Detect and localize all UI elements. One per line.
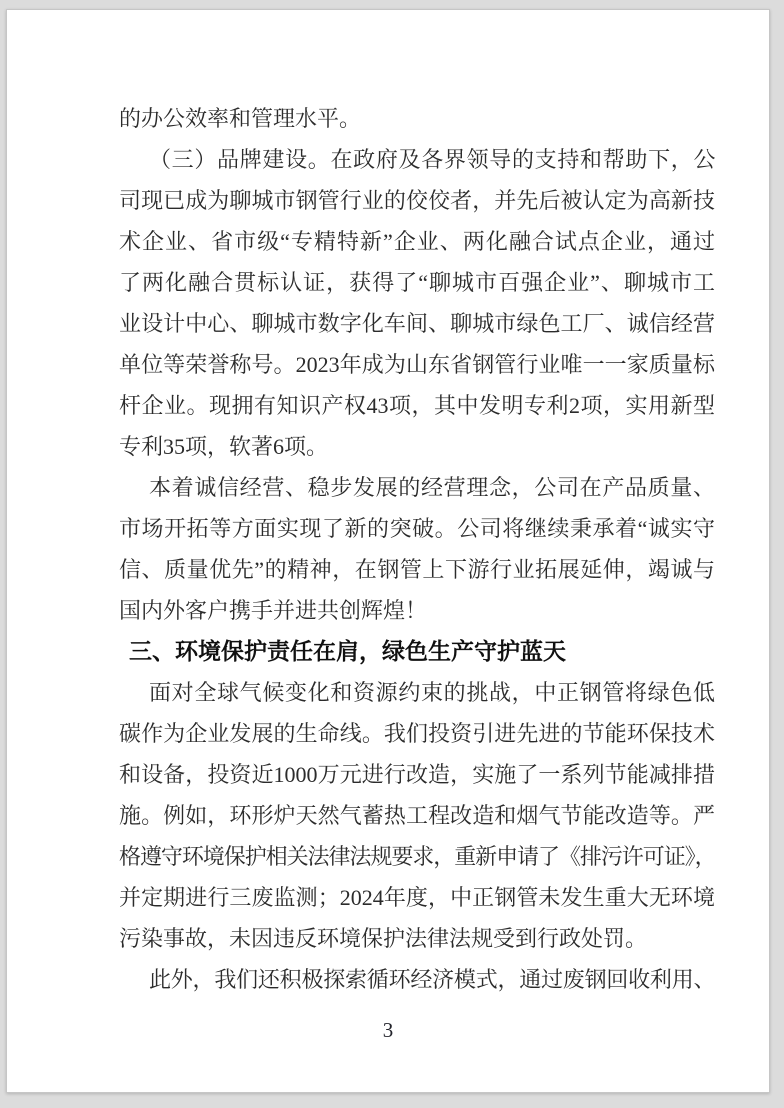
text-line: 格遵守环境保护相关法律法规要求，重新申请了《排污许可证》， <box>119 844 715 869</box>
section-heading: 三、环境保护责任在肩，绿色生产守护蓝天 <box>129 638 566 664</box>
text-line: 了两化融合贯标认证，获得了“聊城市百强企业”、聊城市工 <box>119 270 715 295</box>
text-line: 此外，我们还积极探索循环经济模式，通过废钢回收利用、 <box>149 967 715 992</box>
text-line: 国内外客户携手并进共创辉煌！ <box>119 598 428 623</box>
text-line: 专利35项，软著6项。 <box>119 434 329 459</box>
text-line: 碳作为企业发展的生命线。我们投资引进先进的节能环保技术 <box>119 721 715 746</box>
text-line: 杆企业。现拥有知识产权43项，其中发明专利2项，实用新型 <box>119 393 715 418</box>
text-line: 的办公效率和管理水平。 <box>119 106 362 131</box>
text-line: 污染事故，未因违反环境保护法律法规受到行政处罚。 <box>119 926 648 951</box>
text-line: 并定期进行三废监测；2024年度，中正钢管未发生重大无环境 <box>119 885 715 910</box>
text-line: 施。例如，环形炉天然气蓄热工程改造和烟气节能改造等。严 <box>119 803 715 828</box>
text-line: 单位等荣誉称号。2023年成为山东省钢管行业唯一一家质量标 <box>119 352 715 377</box>
text-line: （三）品牌建设。在政府及各界领导的支持和帮助下，公 <box>149 147 715 172</box>
text-line: 本着诚信经营、稳步发展的经营理念，公司在产品质量、 <box>149 475 715 500</box>
text-line: 术企业、省市级“专精特新”企业、两化融合试点企业，通过 <box>119 229 715 254</box>
text-line: 业设计中心、聊城市数字化车间、聊城市绿色工厂、诚信经营 <box>119 311 715 336</box>
text-line: 市场开拓等方面实现了新的突破。公司将继续秉承着“诚实守 <box>119 516 715 541</box>
text-line: 司现已成为聊城市钢管行业的佼佼者，并先后被认定为高新技 <box>119 188 715 213</box>
text-line: 面对全球气候变化和资源约束的挑战，中正钢管将绿色低 <box>149 680 715 705</box>
page-text-block <box>119 98 715 1000</box>
document-page <box>6 9 770 1093</box>
text-line: 信、质量优先”的精神，在钢管上下游行业拓展延伸，竭诚与 <box>119 557 715 582</box>
page-number: 3 <box>382 1018 394 1042</box>
text-line: 和设备，投资近1000万元进行改造，实施了一系列节能减排措 <box>119 762 715 787</box>
